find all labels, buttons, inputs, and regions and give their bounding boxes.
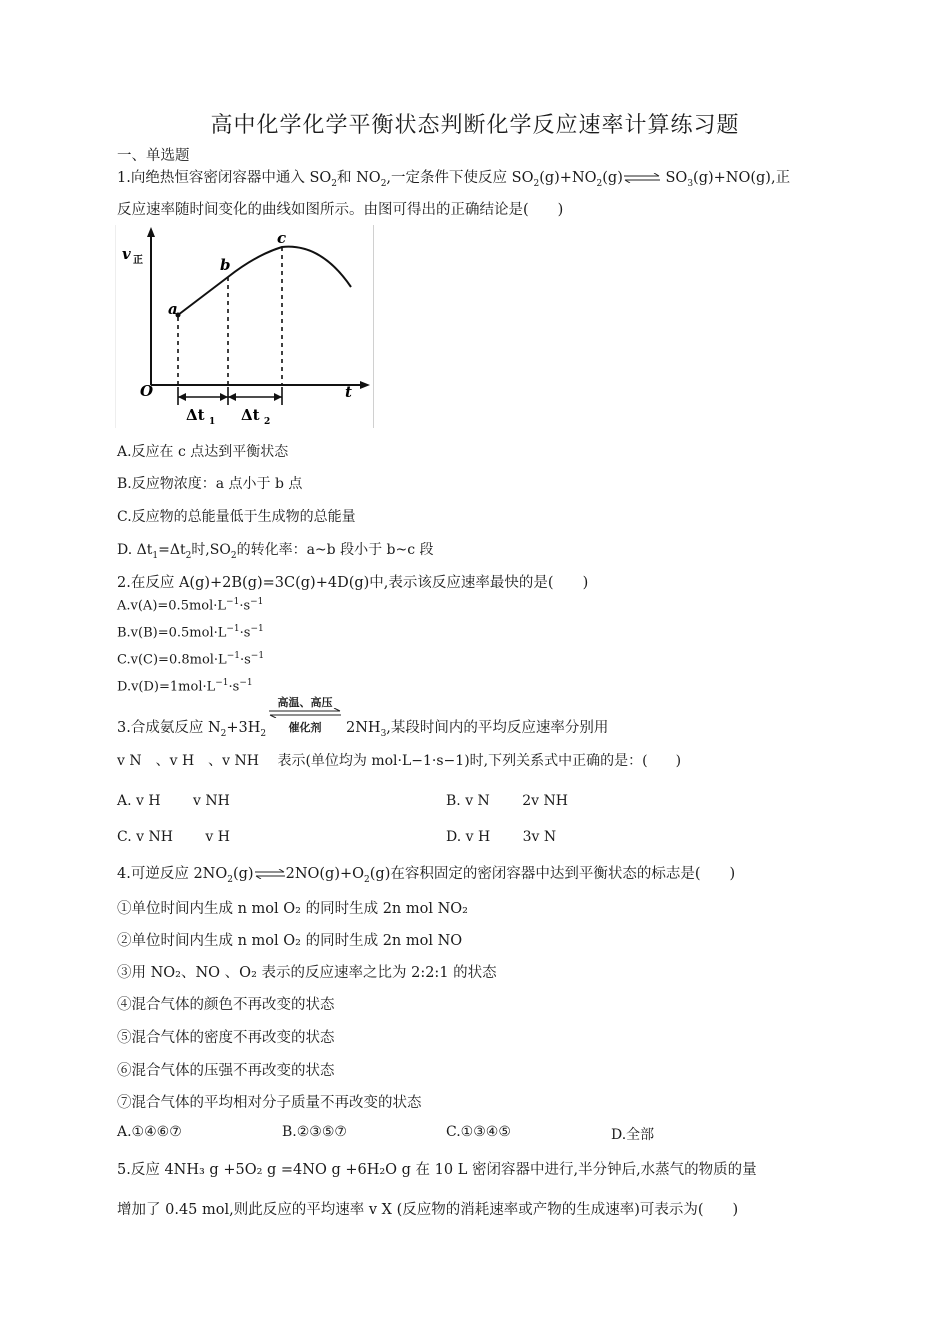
q3-stem-a: 3.合成氨反应 N [117, 720, 221, 736]
point-b-label: b [220, 256, 231, 274]
unit-sup: −1 [226, 651, 240, 661]
condition-top-label: 高温、高压 [277, 696, 333, 709]
q4-item-5: ⑤混合气体的密度不再改变的状态 [117, 1030, 335, 1046]
y-axis-label: v [122, 245, 131, 263]
dt1-sub-label: 1 [209, 417, 216, 427]
q3-option-c: C. v NH v H [117, 829, 230, 845]
q3-stem-rest: $2NH_3$,某段时间内的平均反应速率分别用 [346, 720, 609, 739]
q4-option-c: C.①③④⑤ [446, 1124, 511, 1140]
q4-stem-a: 4.可逆反应 2NO [117, 866, 228, 882]
q2-stem: 2.在反应 A(g)+2B(g)=3C(g)+4D(g)中,表示该反应速率最快的是( ) [117, 575, 589, 591]
dt2-label: Δt [241, 406, 260, 424]
q1-stem-line1: 1.向绝热恒容密闭容器中通入 $SO_2$和 $NO_2$,一定条件下使反应 $SO_2(g)+NO_2(g)$ $SO_3(g)+NO(g)$,正 [117, 170, 791, 189]
equilibrium-arrow-icon [623, 173, 661, 183]
q4-item-6: ⑥混合气体的压强不再改变的状态 [117, 1063, 335, 1079]
q3-option-a: A. v H v NH [117, 793, 230, 809]
unit-sup: −1 [250, 597, 264, 607]
unit-sup: −1 [226, 624, 240, 634]
unit-sup: −1 [239, 678, 253, 688]
q4-option-d: D.全部 [611, 1127, 655, 1143]
q4-stem-b: (g) [232, 866, 254, 882]
q3-stem-line2: v N 、v H 、v NH 表示(单位均为 mol·L−1·s−1)时,下列关系式中正确的是：( ) [117, 753, 682, 769]
q2-option-b-text: B.v(B)=0.5mol·L [117, 625, 227, 641]
x-axis-label: t [345, 383, 352, 401]
q3-stem-b: +3H [226, 720, 261, 736]
q1-option-d-b: =Δt [158, 542, 186, 558]
q1-option-a: A.反应在 c 点达到平衡状态 [117, 444, 289, 460]
q1-option-c: C.反应物的总能量低于生成物的总能量 [117, 509, 356, 525]
rate-time-graph [115, 225, 374, 428]
q4-item-3: ③用 NO₂、NO 、O₂ 表示的反应速率之比为 2:2:1 的状态 [117, 965, 497, 981]
q2-option-b [117, 624, 264, 640]
q2-option-c [117, 651, 264, 667]
rate-curve-svg [116, 225, 373, 428]
q1-option-d-d: 的转化率：a~b 段小于 b~c 段 [236, 542, 434, 558]
point-a-label: a [168, 300, 178, 318]
y-axis-label-sub: 正 [133, 255, 143, 266]
q1-text-d: (g)+NO [539, 170, 597, 186]
q5-stem-line1: 5.反应 4NH₃ g +5O₂ g =4NO g +6H₂O g 在 10 L 密闭容器中进行,半分钟后,水蒸气的物质的量 [117, 1162, 757, 1178]
q2-option-a-text: A.v(A)=0.5mol·L [117, 598, 227, 614]
q4-stem-c: 2NO(g)+O [285, 866, 365, 882]
q4-item-2: ②单位时间内生成 n mol O₂ 的同时生成 2n mol NO [117, 933, 463, 949]
point-c-label: c [277, 229, 287, 247]
q3-option-d: D. v H 3v N [446, 829, 557, 845]
q1-text-g: (g)+NO(g),正 [693, 170, 791, 186]
q1-text-c: ,一定条件下使反应 SO [386, 170, 534, 186]
q1-option-b: B.反应物浓度：a 点小于 b 点 [117, 476, 303, 492]
q4-item-7: ⑦混合气体的平均相对分子质量不再改变的状态 [117, 1095, 422, 1111]
unit-sup: −1 [226, 597, 240, 607]
q2-option-a [117, 597, 263, 613]
q1-text-a: 1.向绝热恒容密闭容器中通入 SO [117, 170, 332, 186]
unit-mid: ·s [239, 652, 251, 668]
equilibrium-arrow-icon [268, 708, 342, 718]
q4-item-1: ①单位时间内生成 n mol O₂ 的同时生成 2n mol NO₂ [117, 901, 468, 917]
q2-option-c-text: C.v(C)=0.8mol·L [117, 652, 227, 668]
reaction-condition-arrow [268, 694, 342, 734]
q2-option-d-text: D.v(D)=1mol·L [117, 679, 216, 695]
dt1-label: Δt [186, 406, 205, 424]
condition-bottom-label: 催化剂 [288, 721, 322, 734]
unit-sup: −1 [250, 651, 265, 661]
q1-text-b: 和 NO [337, 170, 381, 186]
q1-option-d-a: D. Δt [117, 542, 153, 558]
unit-sup: −1 [215, 678, 229, 688]
q1-option-d-c: 时,SO [191, 542, 231, 558]
q4-option-a: A.①④⑥⑦ [117, 1124, 182, 1140]
q4-stem-d: (g)在容积固定的密闭容器中达到平衡状态的标志是( ) [369, 866, 736, 882]
section-heading: 一、单选题 [117, 148, 190, 164]
q3-stem-c: 2NH [346, 720, 381, 736]
page-title: 高中化学化学平衡状态判断化学反应速率计算练习题 [210, 113, 740, 138]
equilibrium-arrow-icon [254, 869, 286, 879]
q2-option-d [117, 678, 253, 694]
q1-text-f: SO [660, 170, 688, 186]
q4-stem: 4.可逆反应 $2NO_2(g)$ $2NO(g)+O_2(g)$在容积固定的密闭容器中达到平衡状态的标志是( ) [117, 866, 736, 885]
q3-stem: 3.合成氨反应 $N_2+3H_2$ [117, 720, 267, 739]
unit-mid: ·s [228, 679, 240, 695]
unit-mid: ·s [239, 625, 251, 641]
q1-text-e: (g) [602, 170, 623, 186]
unit-mid: ·s [239, 598, 251, 614]
dt2-sub-label: 2 [264, 417, 271, 427]
q5-stem-line2: 增加了 0.45 mol,则此反应的平均速率 v X (反应物的消耗速率或产物的生成速率)可表示为( ) [117, 1202, 739, 1218]
origin-label: O [140, 382, 154, 400]
q1-option-d: D. $\Delta t_1=\Delta t_2$时$,SO_2$的转化率：a~b 段小于 b~c 段 [117, 542, 434, 561]
q1-stem-line2: 反应速率随时间变化的曲线如图所示。由图可得出的正确结论是( ) [117, 202, 564, 218]
q3-option-b: B. v N 2v NH [446, 793, 568, 809]
unit-sup: −1 [250, 624, 264, 634]
q4-item-4: ④混合气体的颜色不再改变的状态 [117, 997, 335, 1013]
q4-option-b: B.②③⑤⑦ [282, 1124, 347, 1140]
q3-stem-d: ,某段时间内的平均反应速率分别用 [386, 720, 609, 736]
